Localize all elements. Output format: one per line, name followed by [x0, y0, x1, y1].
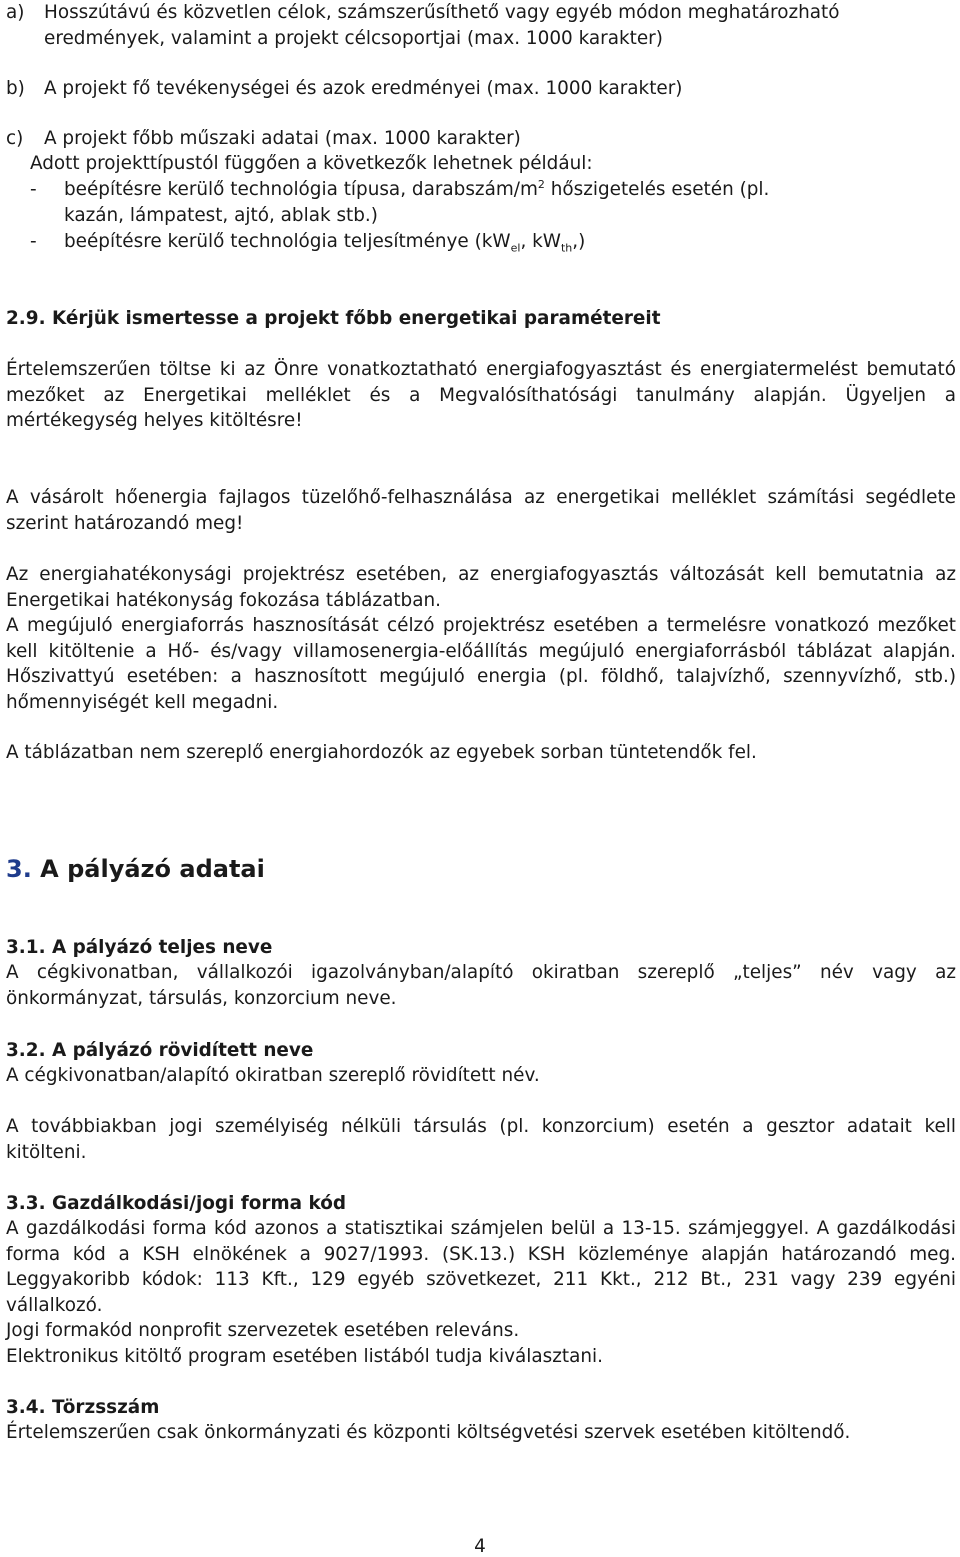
paragraph-2-9-2: A vásárolt hőenergia fajlagos tüzelőhő-felhasználása az energetikai melléklet számítási segédlete szerint határozandó meg!: [6, 487, 956, 534]
list-text-a: Hosszútávú és közvetlen célok, számszerűsíthető vagy egyéb módon meghatározható eredmények, valamint a projekt célcsoportjai (max. 1000 karakter): [44, 2, 840, 49]
paragraph-3-2-b: A továbbiakban jogi személyiség nélküli társulás (pl. konzorcium) esetén a gesztor adatait kell kitölteni.: [6, 1116, 956, 1163]
section-heading-2-9: 2.9. Kérjük ismertesse a projekt főbb energetikai paramétereit: [6, 308, 661, 329]
list-c-bullet-1-cont: kazán, lámpatest, ajtó, ablak stb.): [64, 205, 378, 226]
paragraph-2-9-5: A táblázatban nem szereplő energiahordozók az egyebek sorban tüntetendők fel.: [6, 742, 757, 763]
section-number: 3.: [6, 855, 32, 883]
page-number: 4: [474, 1536, 486, 1557]
dash-marker: -: [30, 231, 37, 252]
paragraph-3-3: A gazdálkodási forma kód azonos a statisztikai számjelen belül a 13-15. számjeggyel. A gazdálkodási forma kód a KSH elnökének a 9027/1993. (SK.13.) KSH közleménye alapján határozandó meg. Leggyakoribb kódok: 113 Kft., 129 egyéb szövetkezet, 211 Kkt., 212 Bt., 231 vagy 239 egyéni vállalkozó.: [6, 1218, 956, 1316]
paragraph-3-3-b: Jogi formakód nonprofit szervezetek esetében releváns.: [6, 1320, 520, 1341]
list-label-a: a): [6, 2, 25, 23]
list-text-c: A projekt főbb műszaki adatai (max. 1000 karakter): [44, 128, 521, 149]
section-heading-3-3: 3.3. Gazdálkodási/jogi forma kód: [6, 1193, 346, 1214]
paragraph-2-9-1: Értelemszerűen töltse ki az Önre vonatkoztatható energiafogyasztást és energiatermelést bemutató mezőket az Energetikai melléklet és a Megvalósíthatósági tanulmány alapján. Ügyeljen a mértékegység helyes kitöltésre!: [6, 359, 956, 431]
paragraph-2-9-3: Az energiahatékonysági projektrész esetében, az energiafogyasztás változását kell bemutatnia az Energetikai hatékonyság fokozása táblázatban.: [6, 564, 956, 611]
list-c-intro: Adott projekttípustól függően a következők lehetnek például:: [30, 153, 593, 174]
list-label-b: b): [6, 78, 25, 99]
list-item-b: [6, 76, 956, 102]
section-heading-3-1: 3.1. A pályázó teljes neve: [6, 937, 273, 958]
list-item-a: [6, 0, 956, 51]
paragraph-2-9-4: A megújuló energiaforrás hasznosítását célzó projektrész esetében a termelésre vonatkozó mezőket kell kitöltenie a Hő- és/vagy villamosenergia-előállítás megújuló energiaforrásból táblázat alapján. Hőszivattyú esetében: a hasznosított megújuló energia (pl. földhő, talajvízhő, szennyvízhő, stb.) hőmennyiségét kell megadni.: [6, 615, 956, 713]
section-heading-3-2: 3.2. A pályázó rövidített neve: [6, 1040, 314, 1061]
dash-marker: -: [30, 179, 37, 200]
list-label-c: c): [6, 128, 24, 149]
section-heading-3-4: 3.4. Törzsszám: [6, 1397, 160, 1418]
paragraph-3-2: A cégkivonatban/alapító okiratban szereplő rövidített név.: [6, 1065, 540, 1086]
paragraph-3-1: A cégkivonatban, vállalkozói igazolványban/alapító okiratban szereplő „teljes” név vagy az önkormányzat, társulás, konzorcium neve.: [6, 962, 956, 1009]
section-title-3: 3. A pályázó adatai: [6, 855, 265, 883]
list-item-c: [6, 126, 956, 152]
paragraph-3-3-c: Elektronikus kitöltő program esetében listából tudja kiválasztani.: [6, 1346, 604, 1367]
paragraph-3-4: Értelemszerűen csak önkormányzati és központi költségvetési szervek esetében kitöltendő.: [6, 1422, 851, 1443]
list-c-bullet-2: - beépítésre kerülő technológia teljesítménye ($kW_{el}$, $kW_{th}$,): [30, 231, 586, 255]
list-text-b: A projekt fő tevékenységei és azok eredményei (max. 1000 karakter): [44, 78, 683, 99]
list-c-bullet-1: - beépítésre kerülő technológia típusa, darabszám/$m^2$ hőszigetelés esetén (pl.: [6, 177, 960, 203]
